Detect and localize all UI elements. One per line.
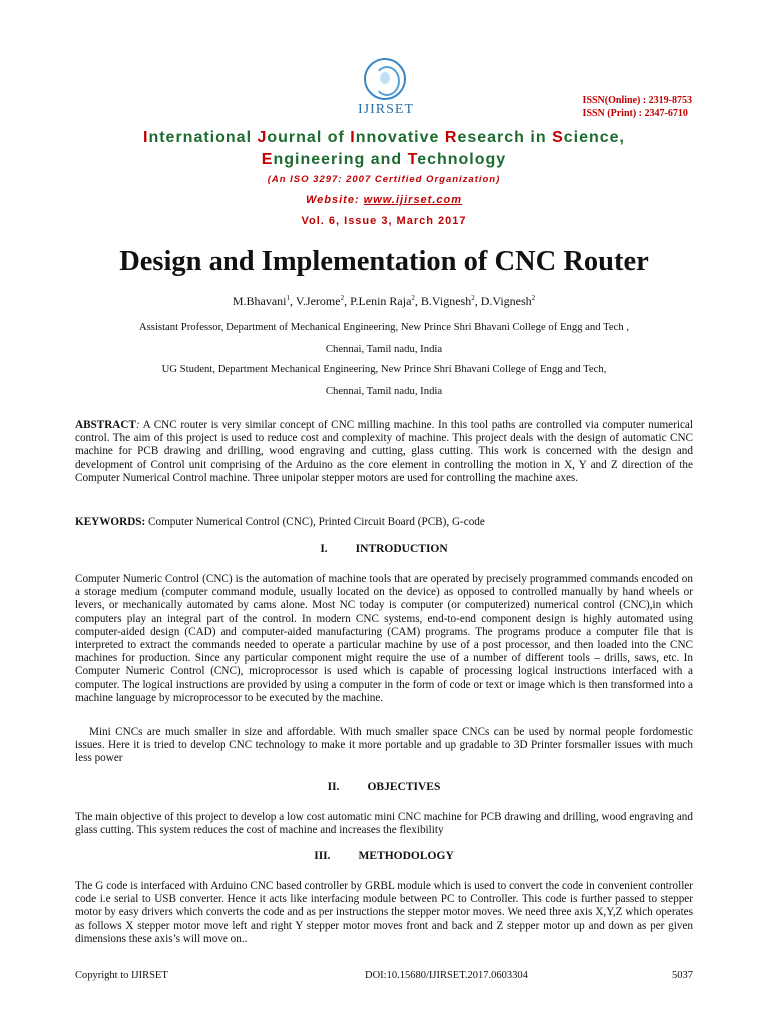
- section-number: III.: [314, 850, 331, 862]
- keywords: [75, 516, 693, 529]
- title-initial: E: [261, 151, 274, 168]
- section-title: INTRODUCTION: [355, 543, 448, 555]
- title-initial: I: [143, 129, 149, 146]
- author-affiliation-marker: 2: [471, 294, 475, 302]
- website-line: [0, 194, 768, 206]
- methodology-paragraph: The G code is interfaced with Arduino CNC based controller by GRBL module which is used to convert the code in convenient controller code i.e serial to USB converter. Hence it acts like interfacing module between PC to Controller. This code is further passed to stepper motor by easy drivers which converts the code and as per instructions the stepper motor moves. We need three axis X,Y,Z which operates as follows X stepper motor move left and right Y stepper motor moves front and back and Z stepper motor up and down as per given dimensions these axis’s will move on..: [75, 880, 693, 945]
- title-initial: R: [444, 129, 458, 146]
- author-name: V.Jerome: [295, 294, 341, 308]
- title-initial: T: [407, 151, 418, 168]
- title-initial: S: [552, 129, 564, 146]
- title-initial: J: [257, 129, 268, 146]
- website-label: Website:: [305, 194, 364, 206]
- section-number: I.: [320, 543, 328, 555]
- section-title: OBJECTIVES: [367, 781, 441, 793]
- footer-doi: DOI:10.15680/IJIRSET.2017.0603304: [365, 970, 528, 981]
- abstract-label: ABSTRACT: [75, 419, 136, 431]
- section-title: METHODOLOGY: [358, 850, 454, 862]
- journal-title-line1: International Journal of Innovative Research in Science,: [143, 129, 625, 146]
- journal-title-line2: Engineering and Technology: [261, 151, 507, 168]
- affiliation-1-line-2: Chennai, Tamil nadu, India: [325, 343, 443, 355]
- footer-copyright: Copyright to IJIRSET: [75, 970, 168, 981]
- objectives-paragraph: The main objective of this project to develop a low cost automatic mini CNC machine for PCB drawing and drilling, wood engraving and glass cutting. This system reduces the cost of machine and increases the flexibility: [75, 811, 693, 837]
- introduction-paragraph-1: Computer Numeric Control (CNC) is the automation of machine tools that are operated by precisely programmed commands encoded on a storage medium (computer command module, usually located on the device) as opposed to controlled manually by hand wheels or levers, or mechanically automated by cams alone. Most NC today is computer (or computerized) numerical control (CNC),in which computers play an integral part of the control. In modern CNC systems, end-to-end component design is highly automated using computer-aided design (CAD) and computer-aided manufacturing (CAM) programs. The programs produce a computer file that is interpreted to extract the commands needed to operate a particular machine by use of a post processor, and then loaded into the CNC machines for production. Since any particular component might require the use of a number of different tools – drills, saws, etc. In Computer Numeric Control (CNC), microprocessor is used which is capable of processing logical instructions interfaced with a computer. The logical instructions are provided by using a computer in the form of code or text or image which is then transformed into a machine language by microprocessor to be executed by the machine.: [75, 573, 693, 704]
- website-link[interactable]: www.ijirset.com: [363, 194, 463, 206]
- author-affiliation-marker: 2: [411, 294, 415, 302]
- certification: (An ISO 3297: 2007 Certified Organization): [267, 174, 501, 185]
- author-affiliation-marker: 2: [531, 294, 536, 302]
- author-affiliation-marker: 2: [340, 294, 345, 302]
- section-heading-objectives: [0, 781, 768, 793]
- paper-title: Design and Implementation of CNC Router: [119, 246, 649, 277]
- logo-text: IJIRSET: [358, 102, 414, 117]
- section-heading-introduction: [0, 543, 768, 555]
- globe-icon: [364, 58, 406, 100]
- author-list: M.Bhavani$^1$, V.Jerome$^2$, P.Lenin Raja$^2$, B.Vignesh$^2$, D.Vignesh$^2$: [232, 294, 536, 308]
- author-name: P.Lenin Raja: [350, 294, 412, 308]
- introduction-paragraph-2: Mini CNCs are much smaller in size and affordable. With much smaller space CNCs can be used by normal people fordomestic issues. Here it is tried to develop CNC technology to make it more portable and up gradable to 3D Printer forsmaller issues with much less power: [75, 726, 693, 765]
- keywords-label: KEYWORDS:: [75, 516, 146, 528]
- issn-block: [583, 94, 692, 120]
- abstract: [75, 419, 693, 485]
- section-number: II.: [327, 781, 340, 793]
- footer-page-number: 5037: [672, 970, 693, 981]
- volume-issue: Vol. 6, Issue 3, March 2017: [301, 215, 467, 227]
- journal-title: [70, 127, 698, 171]
- section-heading-methodology: [0, 850, 768, 862]
- author-name: B.Vignesh: [420, 294, 472, 308]
- keywords-text: Computer Numerical Control (CNC), Printed Circuit Board (PCB), G-code: [145, 516, 485, 528]
- abstract-text: A CNC router is very similar concept of CNC milling machine. In this tool paths are controlled via computer numerical control. The aim of this project is used to reduce cost and complexity of machine. This project deals with the design of automatic CNC machine for PCB drawing and drilling, wood engraving and cutting, glass cutting. This work is concerned with the design and development of Control unit comprising of the Arduino as the core element in controlling the motion in X, Y and Z direction of the Computer Numerical Control machine. Three unipolar stepper motors are used for controlling the machine axes.: [75, 419, 693, 484]
- affiliation-1-line-1: Assistant Professor, Department of Mechanical Engineering, New Prince Shri Bhavani College of Engg and Tech ,: [138, 321, 630, 333]
- title-initial: I: [350, 129, 356, 146]
- issn-online: ISSN(Online) : 2319-8753: [582, 95, 692, 106]
- affiliation-2-line-1: UG Student, Department Mechanical Engineering, New Prince Shri Bhavani College of Engg and Tech,: [161, 363, 607, 375]
- author-affiliation-marker: 1: [286, 294, 291, 302]
- author-name: M.Bhavani: [232, 294, 287, 308]
- abstract-colon: :: [135, 419, 140, 431]
- issn-print: ISSN (Print) : 2347-6710: [582, 108, 688, 119]
- author-name: D.Vignesh: [480, 294, 532, 308]
- ijirset-logo: [346, 58, 426, 124]
- affiliation-2-line-2: Chennai, Tamil nadu, India: [325, 385, 443, 397]
